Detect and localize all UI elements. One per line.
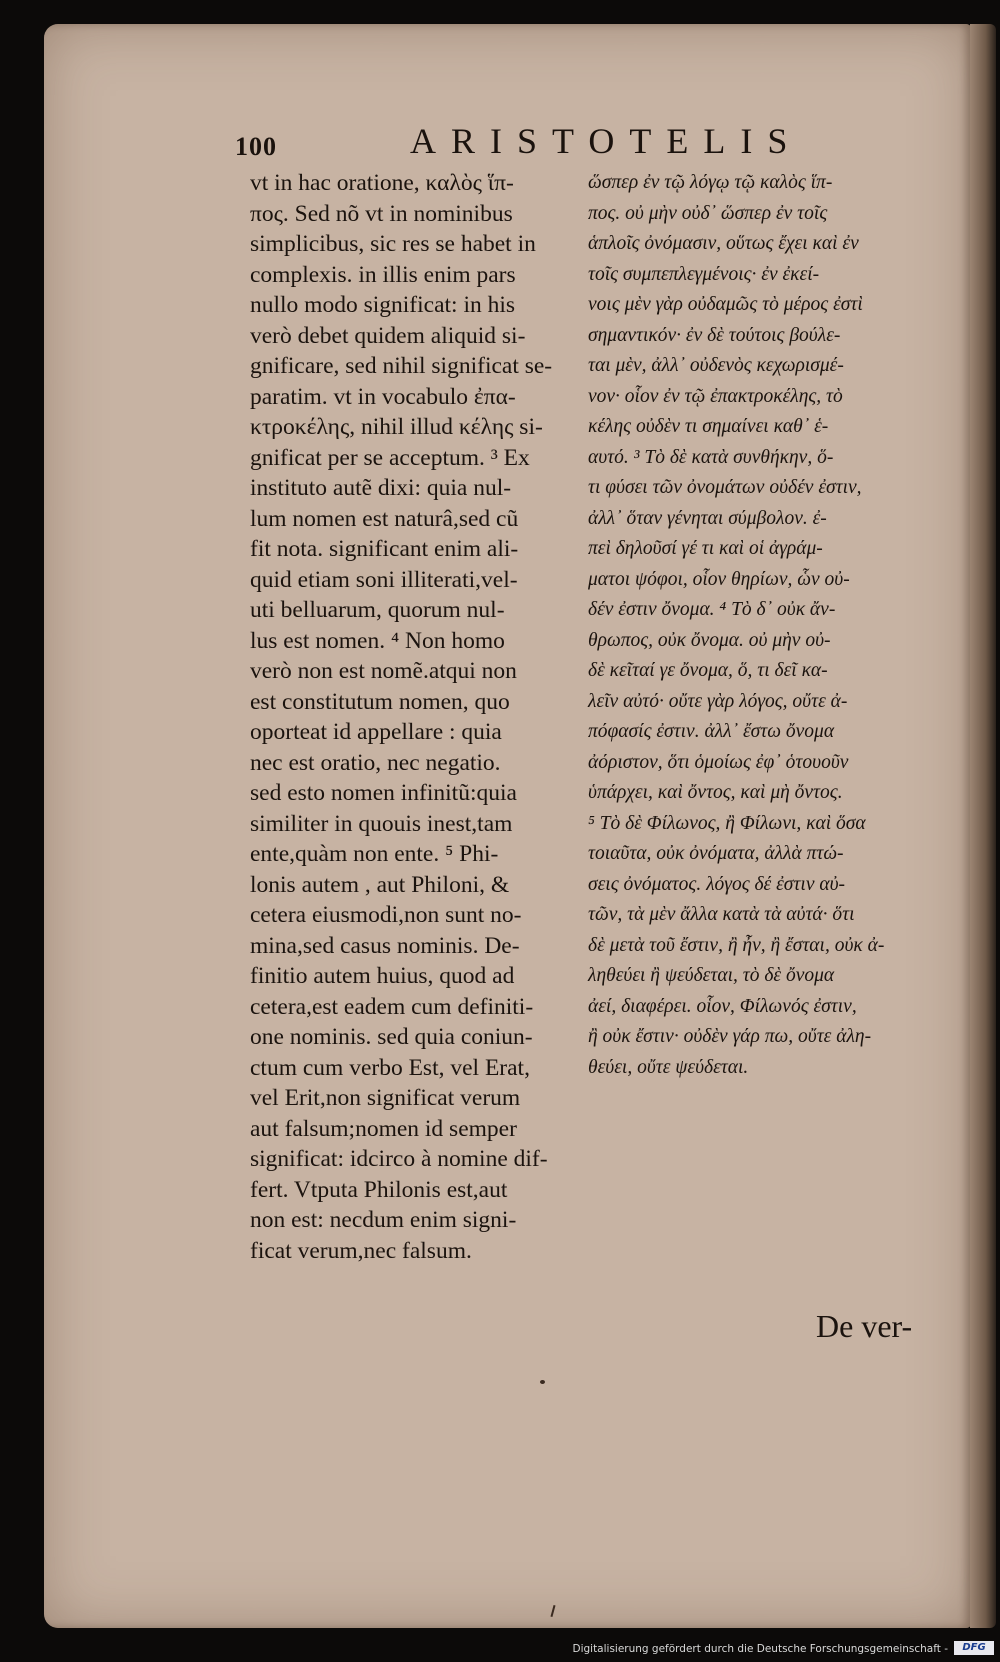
latin-text-line: quid etiam soni illiterati,vel- <box>250 566 518 593</box>
greek-text-line: ὥσπερ ἐν τῷ λόγῳ τῷ καλὸς ἵπ- <box>588 172 833 193</box>
latin-text-line: oporteat id appellare : quia <box>250 719 502 745</box>
latin-text-line: paratim. vt in vocabulo ἐπα- <box>250 383 516 410</box>
latin-text-line: fert. Vtputa Philonis est,aut <box>250 1176 508 1203</box>
latin-text-line: non est: necdum enim signi- <box>250 1207 517 1233</box>
latin-text-line: κτροκέλης, nihil illud κέλης si- <box>250 414 543 440</box>
latin-text-line: est constitutum nomen, quo <box>250 688 510 715</box>
greek-text-line: ἁπλοῖς ὀνόμασιν, οὕτως ἔχει καὶ ἐν <box>588 233 859 254</box>
latin-text-line: cetera eiusmodi,non sunt no- <box>250 902 522 928</box>
latin-text-line: vt in hac oratione, καλὸς ἵπ- <box>250 170 514 196</box>
greek-text-line: ἀόριστον, ὅτι ὁμοίως ἐφ᾽ ὁτουοῦν <box>588 751 849 773</box>
greek-text-line: ματοι ψόφοι, οἷον θηρίων, ὧν οὐ- <box>588 568 850 590</box>
greek-text-line: πεὶ δηλοῦσί γέ τι καὶ οἱ ἀγράμ- <box>588 538 823 559</box>
latin-text-line: one nominis. sed quia coniun- <box>250 1024 533 1050</box>
greek-text-line: δέν ἐστιν ὄνομα. ⁴ Τὸ δ᾽ οὐκ ἄν- <box>588 599 836 620</box>
latin-text-line: instituto autẽ dixi: quia nul- <box>250 475 512 501</box>
latin-text-line: complexis. in illis enim pars <box>250 261 516 288</box>
greek-text-line: νοις μὲν γὰρ οὐδαμῶς τὸ μέρος ἐστὶ <box>588 294 863 315</box>
greek-text-line: νον· οἷον ἐν τῷ ἐπακτροκέλης, τὸ <box>588 385 843 407</box>
latin-text-line: verò non est nomẽ.atqui non <box>250 658 517 684</box>
greek-text-line: σεις ὀνόματος. λόγος δέ ἐστιν αὐ- <box>588 873 846 895</box>
latin-column <box>250 168 575 1266</box>
greek-text-line: ἀλλ᾽ ὅταν γένηται σύμβολον. ἐ- <box>588 507 827 529</box>
greek-text-line: πος. οὐ μὴν οὐδ᾽ ὥσπερ ἐν τοῖς <box>588 202 828 224</box>
page-number: 100 <box>235 132 277 161</box>
latin-text-line: lum nomen est naturâ,sed cũ <box>250 505 519 532</box>
greek-text-line: θρωπος, οὐκ ὄνομα. οὐ μὴν οὐ- <box>588 629 831 651</box>
greek-text-line: τοιαῦτα, οὐκ ὀνόματα, ἀλλὰ πτώ- <box>588 843 844 864</box>
greek-text-line: αυτό. ³ Τὸ δὲ κατὰ συνθήκην, ὅ- <box>588 446 834 468</box>
latin-text-line: πος. Sed nõ vt in nominibus <box>250 200 513 227</box>
latin-text-line: aut falsum;nomen id semper <box>250 1115 517 1142</box>
ink-dot <box>540 1380 545 1384</box>
greek-text-line: τῶν, τὰ μὲν ἄλλα κατὰ τὰ αὐτά· ὅτι <box>588 904 855 925</box>
latin-text-line: verò debet quidem aliquid si- <box>250 322 526 349</box>
latin-text-line: gnificare, sed nihil significat se- <box>250 353 553 379</box>
latin-text-line: ente,quàm non ente. ⁵ Phi- <box>250 841 499 867</box>
latin-text-line: mina,sed casus nominis. De- <box>250 932 520 959</box>
page-header <box>235 120 803 172</box>
greek-text-line: ἀεί, διαφέρει. οἷον, Φίλωνός ἐστιν, <box>588 995 857 1017</box>
greek-text-line: ⁵ Τὸ δὲ Φίλωνος, ἢ Φίλωνι, καὶ ὅσα <box>588 812 866 834</box>
catchword: De ver- <box>816 1308 913 1344</box>
latin-text-line: fit nota. significant enim ali- <box>250 536 519 562</box>
latin-text-line: gnificat per se acceptum. ³ Ex <box>250 444 530 471</box>
greek-text-line: τοῖς συμπεπλεγμένοις· ἐν ἐκεί- <box>588 263 820 285</box>
latin-text-line: uti belluarum, quorum nul- <box>250 597 505 623</box>
latin-text-line: ctum cum verbo Est, vel Erat, <box>250 1054 530 1081</box>
page-edge <box>970 24 996 1628</box>
greek-text-line: σημαντικόν· ἐν δὲ τούτοις βούλε- <box>588 324 841 346</box>
greek-text-line: ἢ οὐκ ἔστιν· οὐδὲν γάρ πω, οὔτε ἀλη- <box>588 1026 872 1047</box>
greek-text-line: κέλης οὐδὲν τι σημαίνει καθ᾽ ἑ- <box>588 416 829 437</box>
latin-text-line: similiter in quouis inest,tam <box>250 810 513 837</box>
digitization-credit: Digitalisierung gefördert durch die Deutsche Forschungsgemeinschaft - <box>572 1643 948 1655</box>
greek-text-line: δὲ κεῖταί γε ὄνομα, ὅ, τι δεῖ κα- <box>588 660 828 681</box>
greek-text-line: τι φύσει τῶν ὀνομάτων οὐδέν ἐστιν, <box>588 477 862 498</box>
latin-text-line: lonis autem , aut Philoni, & <box>250 871 510 898</box>
latin-text-line: significat: idcirco à nomine dif- <box>250 1146 548 1172</box>
greek-text-line: πόφασίς ἐστιν. ἀλλ᾽ ἔστω ὄνομα <box>588 721 835 742</box>
greek-column <box>588 168 923 1083</box>
greek-text-line: ται μὲν, ἀλλ᾽ οὐδενὸς κεχωρισμέ- <box>588 355 844 376</box>
footer-bar <box>0 1634 1000 1662</box>
greek-text-line: λεῖν αὐτό· οὔτε γὰρ λόγος, οὔτε ἀ- <box>588 690 848 712</box>
latin-text-line: simplicibus, sic res se habet in <box>250 231 536 257</box>
latin-text-line: ficat verum,nec falsum. <box>250 1237 472 1264</box>
latin-text-line: lus est nomen. ⁴ Non homo <box>250 627 505 654</box>
latin-text-line: nec est oratio, nec negatio. <box>250 749 501 776</box>
running-title: ARISTOTELIS <box>410 121 803 161</box>
latin-text-line: sed esto nomen infinitũ:quia <box>250 780 517 806</box>
latin-text-line: nullo modo significat: in his <box>250 292 516 318</box>
dfg-logo: DFG <box>954 1641 994 1655</box>
latin-text-line: cetera,est eadem cum definiti- <box>250 993 534 1020</box>
latin-text-line: finitio autem huius, quod ad <box>250 963 515 989</box>
latin-text-line: vel Erit,non significat verum <box>250 1085 521 1111</box>
greek-text-line: ληθεύει ἢ ψεύδεται, τὸ δὲ ὄνομα <box>588 965 835 986</box>
greek-text-line: δὲ μετὰ τοῦ ἔστιν, ἢ ἦν, ἢ ἔσται, οὐκ ἀ- <box>588 934 885 956</box>
greek-text-line: θεύει, οὔτε ψεύδεται. <box>588 1056 749 1078</box>
greek-text-line: ὑπάρχει, καὶ ὄντος, καὶ μὴ ὄντος. <box>588 782 843 803</box>
